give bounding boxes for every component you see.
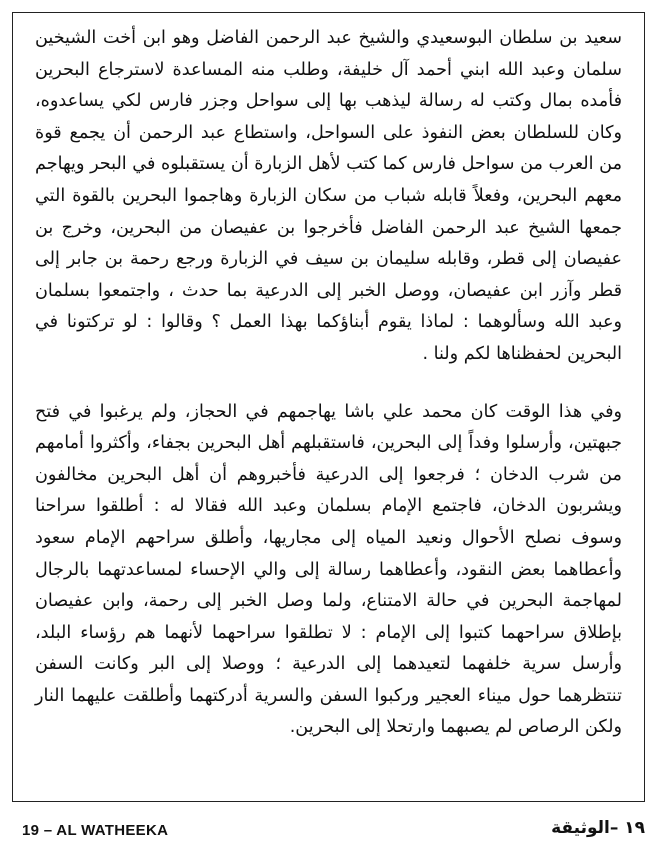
page-footer [12, 818, 645, 848]
paragraph-spacer [35, 371, 622, 397]
paragraph-1: سعيد بن سلطان البوسعيدي والشيخ عبد الرحمن الفاضل وهو ابن أخت الشيخين سلمان وعبد الله ابني أحمد آل خليفة، وطلب منه المساعدة لاسترجاع البحرين فأمده بمال وكتب له رسالة ليذهب بها إلى سواحل وجزر فارس لكي يساعدوه، وكان للسلطان بعض النفوذ على السواحل، واستطاع عبد الرحمن أن يجمع قوة من العرب من سواحل فارس كما كتب لأهل الزبارة أن يستقبلوه في البحر ويهاجم معهم البحرين، وفعلاً قابله شباب من سكان الزبارة وهاجموا البحرين بالقوة التي جمعها الشيخ عبد الرحمن الفاضل فأخرجوا بن عفيصان من البحرين، وخرج بن عفيصان إلى قطر، وقابله سليمان بن سيف في الزبارة ورجع رحمة بن جابر إلى قطر وآزر ابن عفيصان، ووصل الخبر إلى الدرعية بما حدث ، واجتمعوا بسلمان وعبد الله وسألوهما : لماذا يقوم أبناؤكما بهذا العمل ؟ وقالوا : لو تركتونا في البحرين لحفظناها لكم ولنا . [35, 28, 622, 364]
text-frame [12, 12, 645, 802]
footer-page-number-english: 19 – AL WATHEEKA [22, 822, 169, 839]
footer-page-number-arabic: ١٩ –الوثيقة [551, 818, 645, 838]
paragraph-2: وفي هذا الوقت كان محمد علي باشا يهاجمهم في الحجاز، ولم يرغبوا في فتح جبهتين، وأرسلوا وفداً إلى البحرين، فاستقبلهم أهل البحرين بجفاء، وأكثروا أمامهم من شرب الدخان ؛ فرجعوا إلى الدرعية فأخبروهم أن أهل البحرين مخالفون ويشربون الدخان، فاجتمع الإمام بسلمان وعبد الله فقالا له : أطلقوا سراحنا وسوف نصلح الأحوال ونعيد المياه إلى مجاريها، وأطلق سراحهم الإمام سعود وأعطاهما بعض النقود، وأعطاهما رسالة إلى والي الإحساء لمساعدتهما بالرجال لمهاجمة البحرين في حالة الامتناع، ولما وصل الخبر إلى رحمة، وابن عفيصان بإطلاق سراحهما كتبوا إلى الإمام : لا تطلقوا سراحهما لأنهما هم رؤساء البلد، وأرسل سرية خلفهما لتعيدهما إلى الدرعية ؛ ووصلا إلى البر وكانت السفن تنتظرهما حول ميناء العجير وركبوا السفن والسرية أدركتهما وأطلقت عليهما النار ولكن الرصاص لم يصبهما وارتحلا إلى البحرين. [35, 401, 622, 738]
